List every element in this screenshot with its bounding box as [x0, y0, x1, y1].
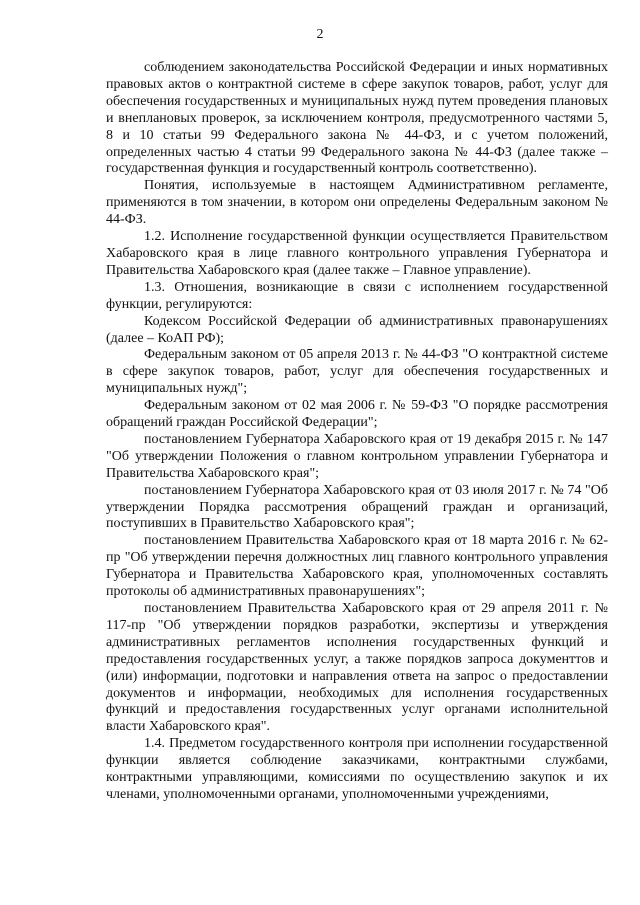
list-item-decree-74: постановлением Губернатора Хабаровского края от 03 июля 2017 г. № 74 "Об утверждении Порядка рассмотрения обращений граждан и организаций, поступивших в Правительство Хабаровского края";: [106, 482, 608, 532]
list-item-law-44fz: Федеральным законом от 05 апреля 2013 г. № 44-ФЗ "О контрактной системе в сфере закупок товаров, работ, услуг для обеспечения государственных и муниципальных нужд";: [106, 347, 608, 397]
list-item-koap: Кодексом Российской Федерации об административных правонарушениях (далее – КоАП РФ);: [106, 313, 608, 346]
list-item-resolution-62pr: постановлением Правительства Хабаровского края от 18 марта 2016 г. № 62-пр "Об утверждении перечня должностных лиц главного контрольного управления Губернатора и Правительства Хабаровского края, уполномоченных составлять протоколы об административных правонарушениях";: [106, 533, 608, 600]
list-item-decree-147: постановлением Губернатора Хабаровского края от 19 декабря 2015 г. № 147 "Об утверждении Положения о главном контрольном управлении Губернатора и Правительства Хабаровского края";: [106, 431, 608, 481]
list-item-law-59fz: Федеральным законом от 02 мая 2006 г. № 59-ФЗ "О порядке рассмотрения обращений граждан Российской Федерации";: [106, 398, 608, 431]
page-number: 2: [316, 27, 324, 42]
document-body: [106, 60, 608, 804]
paragraph-1-2: 1.2. Исполнение государственной функции осуществляется Правительством Хабаровского края в лице главного контрольного управления Губернатора и Правительства Хабаровского края (далее также – Главное управление).: [106, 229, 608, 278]
list-item-resolution-117pr: постановлением Правительства Хабаровского края от 29 апреля 2011 г. № 117-пр "Об утверждении порядков разработки, экспертизы и утверждения административных регламентов исполнения государственных функций и предоставления государственных услуг, а также порядков запроса документтов и (или) информации, подготовки и направления ответа на запрос о предоставлении документов и информации, необходимых для исполнения государственных функций и предоставления государственных услуг органами исполнительной власти Хабаровского края".: [106, 601, 608, 735]
paragraph-scope-continuation: соблюдением законодательства Российской Федерации и иных нормативных правовых актов о контрактной системе в сфере закупок товаров, работ, услуг для обеспечения государственных и муниципальных нужд путем проведения плановых и внеплановых проверок, за исключением контроля, предусмотренного частями 5, 8 и 10 статьи 99 Федерального закона № 44-ФЗ, и с учетом положений, определенных частью 4 статьи 99 Федерального закона № 44-ФЗ (далее также – государственная функция и государственный контроль соответственно).: [106, 60, 608, 177]
paragraph-1-4: 1.4. Предметом государственного контроля при исполнении государственной функции является соблюдение заказчиками, контрактными службами, контрактными управляющими, комиссиями по осуществлению закупок и их членами, уполномоченными органами, уполномоченными учреждениями,: [106, 736, 608, 802]
paragraph-terms: Понятия, используемые в настоящем Административном регламенте, применяются в том значении, в котором они определены Федеральным законом № 44-ФЗ.: [106, 178, 608, 228]
paragraph-1-3: 1.3. Отношения, возникающие в связи с исполнением государственной функции, регулируются:: [106, 279, 608, 312]
